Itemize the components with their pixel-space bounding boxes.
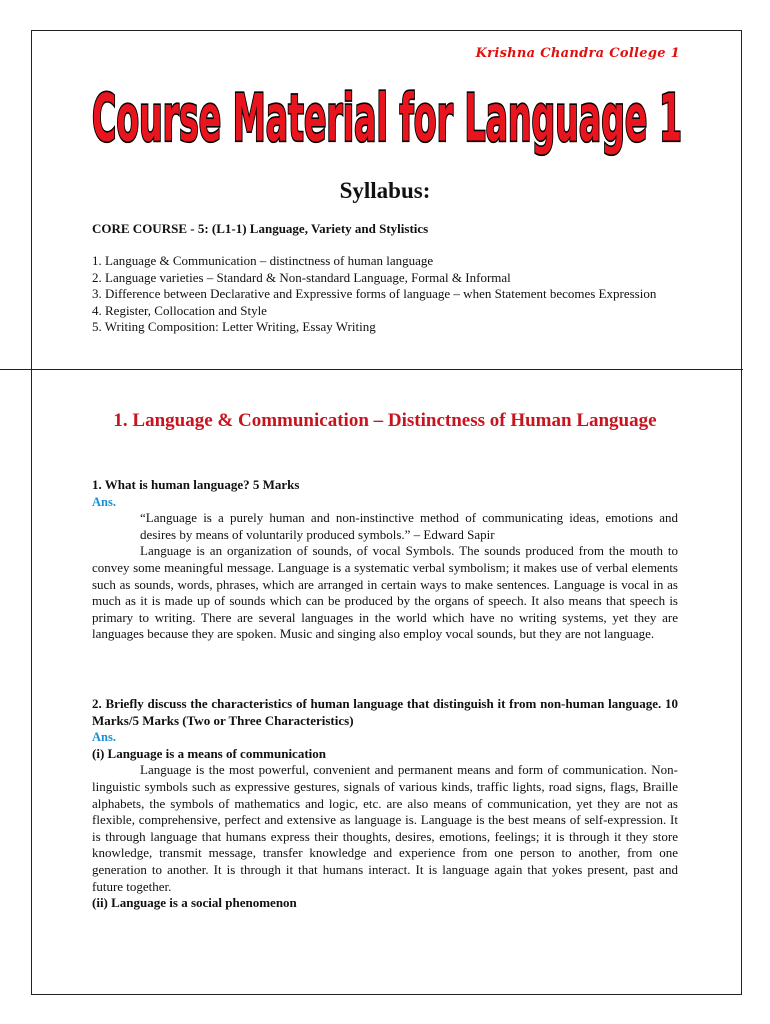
college-header: Krishna Chandra College 1 — [475, 46, 680, 61]
course-title — [92, 78, 692, 158]
list-item: 2. Language varieties – Standard & Non-standard Language, Formal & Informal — [92, 269, 511, 285]
list-item: 3. Difference between Declarative and Expressive forms of language – when Statement becomes Expression — [92, 286, 657, 301]
answer-paragraph: Language is an organization of sounds, of vocal Symbols. The sounds produced from the mouth to convey some meaningful message. Language is a systematic verbal symbolism; it makes use of verbal elements such as sounds, words, phrases, which are arranged in certain ways to make sentences. Language is vocal in as much as it is made up of sounds which can be produced by the organs of speech. It also means that speech is primary to writing. There are several languages in the world which have no writing systems, yet they are languages because they are spoken. Music and singing also employ vocal sounds, but they are not language. — [92, 543, 678, 642]
list-item: 4. Register, Collocation and Style — [92, 302, 267, 318]
section-heading: 1. Language & Communication – Distinctness of Human Language — [113, 410, 657, 431]
page-divider — [0, 369, 743, 370]
syllabus-title: Syllabus: — [339, 178, 431, 203]
question-2-block — [92, 696, 678, 912]
list-item: 1. Language & Communication – distinctness of human language — [92, 253, 434, 268]
question-2: 2. Briefly discuss the characteristics of human language that distinguish it from non-human language. 10 Marks/5 Marks (Two or Three Characteristics) — [92, 696, 678, 728]
core-course-line: CORE COURSE - 5: (L1-1) Language, Variety and Stylistics — [92, 221, 429, 236]
course-title-text: Course Material for Language 1 — [92, 79, 683, 156]
syllabus-list — [92, 253, 678, 336]
list-item: 5. Writing Composition: Letter Writing, Essay Writing — [92, 319, 376, 334]
answer-paragraph: Language is the most powerful, convenient and permanent means and form of communication. Non- linguistic symbols such as expressive gestures, signals of various kinds, traffic lights, road signs, flags, Braille alphabets, the symbols of mathematics and logic, etc. are also means of communication, yet they are not as flexible, comprehensive, perfect and extensive as language is. Language is the best means of self-expression. It is through language that humans express their thoughts, desires, emotions, feelings; it is through it they store knowledge, transmit message, transfer knowledge and experience from one person to another, from one generation to another. It is through it that humans interact. It is language again that yokes present, past and future together. — [92, 762, 678, 894]
subheading-social-phenomenon: (ii) Language is a social phenomenon — [92, 895, 297, 911]
question-1: 1. What is human language? 5 Marks — [92, 477, 300, 492]
sapir-quote: “Language is a purely human and non-instinctive method of communicating ideas, emotions and desires by means of voluntarily produced symbols.” – Edward Sapir — [140, 510, 678, 542]
question-1-block — [92, 477, 678, 643]
answer-label: Ans. — [92, 494, 116, 509]
subheading-communication: (i) Language is a means of communication — [92, 745, 326, 761]
answer-label: Ans. — [92, 730, 116, 745]
